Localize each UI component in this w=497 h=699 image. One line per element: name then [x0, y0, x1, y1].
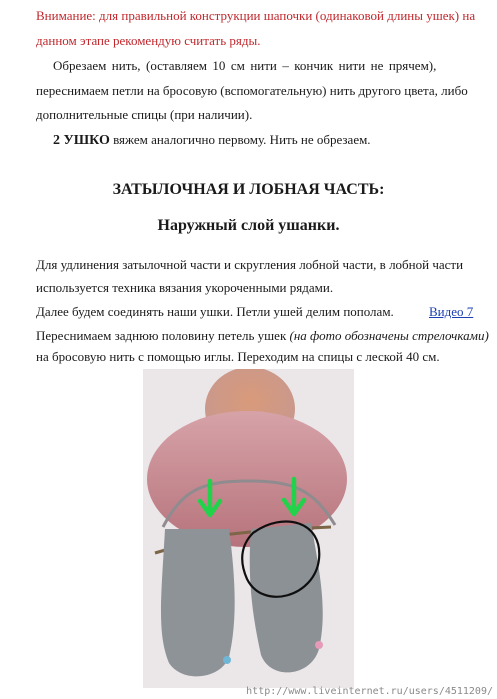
notice-line-2: данном этапе рекомендую считать ряды. — [36, 33, 261, 48]
stitch-marker-left — [223, 656, 231, 664]
paragraph-4-line-2 — [36, 328, 489, 344]
knitting-illustration — [143, 369, 354, 688]
paragraph-4-text: Далее будем соединять наши ушки. Петли ушей делим пополам. — [36, 304, 394, 319]
section-heading: ЗАТЫЛОЧНАЯ И ЛОБНАЯ ЧАСТЬ: — [112, 181, 385, 198]
paragraph-4-line-2-text: Переснимаем заднюю половину петель ушек — [36, 328, 290, 343]
paragraph-2-text: вяжем аналогично первому. Нить не обрезаем. — [109, 132, 371, 147]
paragraph-1-line-2: переснимаем петли на бросовую (вспомогательную) нить другого цвета, либо — [36, 83, 468, 98]
knitting-photo — [143, 369, 354, 688]
subsection-heading: Наружный слой ушанки. — [157, 217, 340, 234]
paragraph-3-line-1: Для удлинения затылочной части и скругления лобной части, в лобной части — [36, 257, 464, 272]
stitch-marker-right — [315, 641, 323, 649]
ear-flap-right — [250, 523, 323, 672]
paragraph-4-line-3: на бросовую нить с помощью иглы. Переходим на спицы с леской 40 см. — [36, 349, 440, 364]
paragraph-4-italic-note: (на фото обозначены стрелочками) — [289, 328, 489, 343]
ear-flap-left — [161, 529, 235, 676]
ear-2-label: 2 УШКО — [53, 133, 110, 148]
paragraph-1-line-3: дополнительные спицы (при наличии). — [36, 107, 253, 122]
paragraph-3-line-2: используется техника вязания укороченными рядами. — [36, 280, 334, 295]
paragraph-1-line-1: Обрезаем нить, (оставляем 10 см нити – кончик нити не прячем), — [53, 58, 437, 73]
notice-line-1: Внимание: для правильной конструкции шапочки (одинаковой длины ушек) на — [36, 8, 476, 23]
paragraph-4-line-1 — [36, 304, 394, 320]
video-7-link[interactable]: Видео 7 — [429, 304, 474, 319]
watermark-url: http://www.liveinternet.ru/users/4511209/ — [246, 686, 493, 697]
paragraph-2 — [53, 132, 371, 149]
